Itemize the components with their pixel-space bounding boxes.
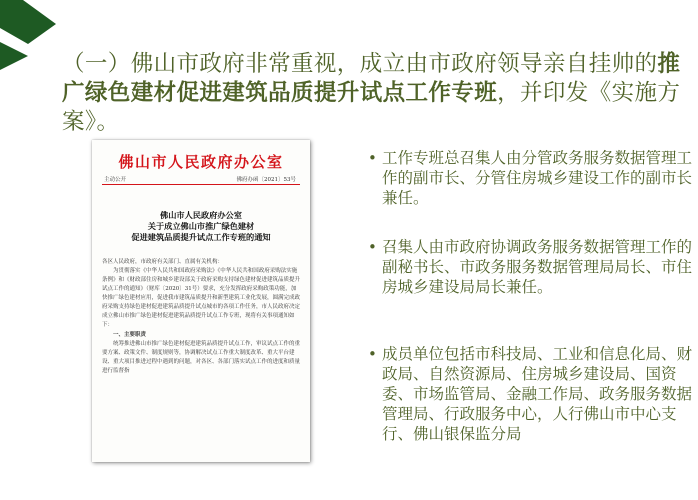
document-body — [102, 258, 300, 376]
bullet-text: 召集人由市政府协调政务服务数据管理工作的副秘书长、市政务服务数据管理局局长、市住房城乡建设局局长兼任。 — [382, 238, 693, 296]
bullet-dot-icon: • — [368, 238, 377, 256]
document-paragraph: 为贯彻落实《中华人民共和国政府采购法》《中华人民共和国政府采购法实施条例》和《财政部住房和城乡建设部关于政府采购支持绿色建材促进建筑品质提升试点工作的通知》（财库〔2020〕31号）要求，充分发挥政府采购政策功能，加快推广绿色建材应用，促进我市建筑品质提升和新型建筑工业化发展，圆满完成政府采购支持绿色建材促进建筑品质提升试点城市的各项工作任务，市人民政府决定成立佛山市推广绿色建材促进建筑品质提升试点工作专班，现将有关事项通知如下： — [102, 268, 301, 328]
official-document-image — [92, 140, 310, 462]
document-section-text: 统筹推进佛山市推广绿色建材促进建筑品质提升试点工作，审议试点工作的重要方案、政策文件、制度规则等，协调解决试点工作重大制度改革、重大平台建设、重大项目推进过程中遇到的问题，对各区、各部门落实试点工作的进度和质量进行监督指 — [102, 341, 301, 374]
bullet-text: 成员单位包括市科技局、工业和信息化局、财政局、自然资源局、住房城乡建设局、国资委、市场监管局、金融工作局、政务服务数据管理局、行政服务中心，人行佛山市中心支行、佛山银保监分局 — [382, 345, 693, 443]
document-issuer-title: 佛山市人民政府办公室 — [118, 153, 284, 171]
document-section-heading: 一、主要职责 — [113, 332, 147, 338]
heading-text-emphasis: 推广绿色建材促进建筑品质提升试点工作专班 — [62, 51, 681, 106]
document-notice-title — [92, 210, 310, 243]
corner-chevron-icon — [0, 0, 56, 70]
notice-title-line: 促进建筑品质提升试点工作专班的通知 — [131, 232, 271, 242]
bullet-dot-icon: • — [368, 345, 377, 363]
slide-heading — [62, 50, 692, 137]
bullet-item — [364, 237, 694, 297]
bullet-item — [364, 344, 694, 444]
bullet-item — [364, 148, 694, 208]
heading-text-lead: （一）佛山市政府非常重视，成立由市政府领导亲自挂帅的 — [62, 51, 658, 77]
document-red-rule — [102, 184, 300, 185]
bullet-text: 工作专班总召集人由分管政务服务数据管理工作的副市长、分管住房城乡建设工作的副市长兼任。 — [382, 149, 693, 207]
bullet-dot-icon: • — [368, 149, 377, 167]
document-salutation: 各区人民政府，市政府有关部门、直属有关机构： — [102, 259, 224, 265]
heading-text-tail: ，并印发《实施方案》。 — [62, 80, 681, 135]
document-number: 佛府办函〔2021〕53号 — [236, 177, 296, 183]
document-publicity-tag: 主动公开 — [104, 177, 127, 183]
notice-title-line: 佛山市人民政府办公室 — [160, 210, 242, 220]
notice-title-line: 关于成立佛山市推广绿色建材 — [147, 221, 255, 231]
